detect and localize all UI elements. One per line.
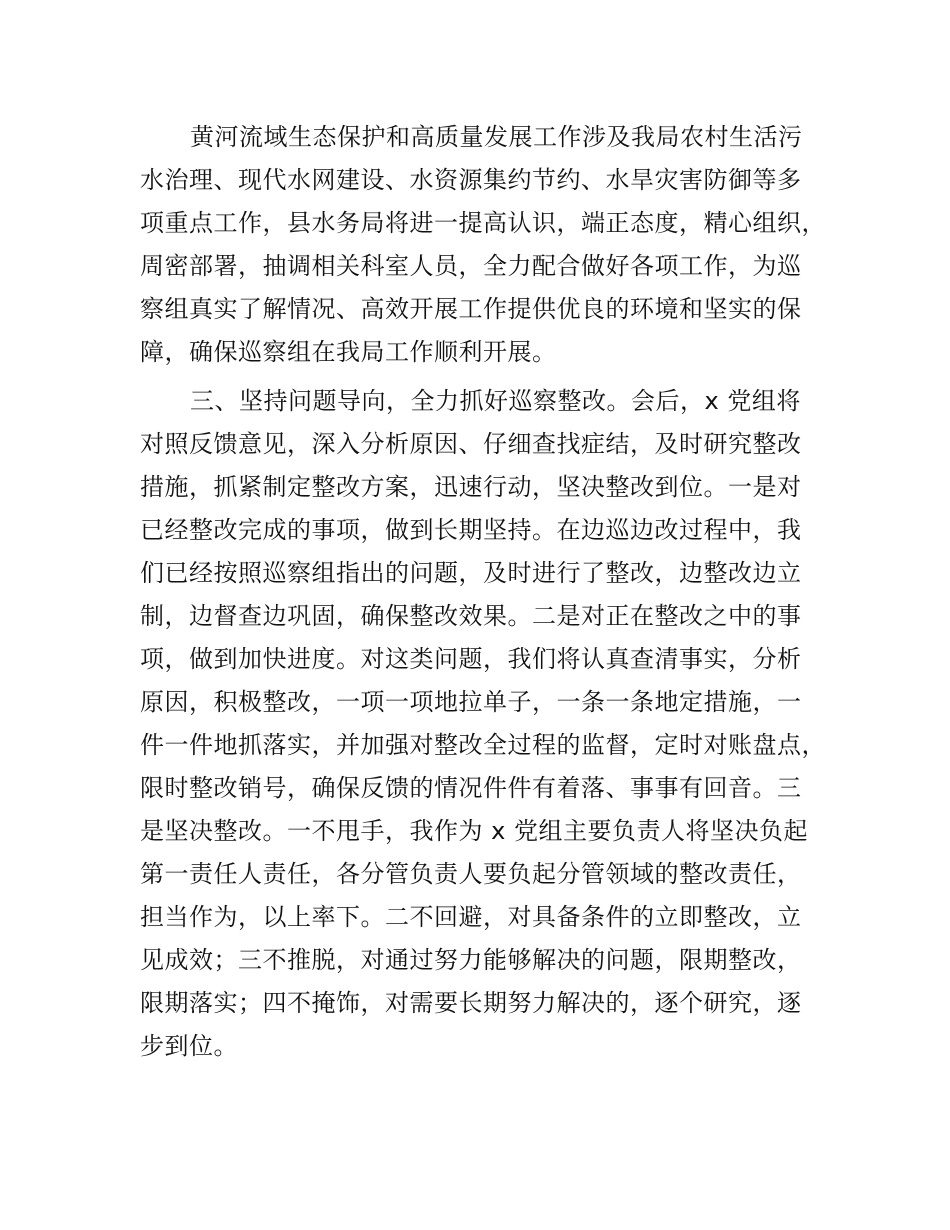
text-line: 对照反馈意见，深入分析原因、仔细查找症结，及时研究整改 [140, 430, 802, 458]
document-body [140, 116, 840, 1068]
text-line: 第一责任人责任，各分管负责人要负起分管领域的整改责任， [140, 860, 802, 888]
text-line: 项，做到加快进度。对这类问题，我们将认真查清事实，分析 [140, 645, 802, 673]
text-line: 黄河流域生态保护和高质量发展工作涉及我局农村生活污 [190, 123, 803, 151]
text-line: 察组真实了解情况、高效开展工作提供优良的环境和坚实的保 [140, 295, 802, 323]
text-line: 们已经按照巡察组指出的问题，及时进行了整改，边整改边立 [140, 559, 802, 587]
text-line: 限时整改销号，确保反馈的情况件件有着落、事事有回音。三 [140, 774, 802, 802]
text-line: 见成效；三不推脱，对通过努力能够解决的问题，限期整改， [140, 946, 802, 974]
text-line: 担当作为，以上率下。二不回避，对具备条件的立即整改，立 [140, 903, 802, 931]
paragraph-2 [140, 380, 840, 1068]
text-line: 周密部署，抽调相关科室人员，全力配合做好各项工作，为巡 [140, 252, 802, 280]
text-line: 是坚决整改。一不甩手，我作为 x 党组主要负责人将坚决负起 [140, 817, 808, 845]
text-line: 项重点工作，县水务局将进一提高认识，端正态度，精心组织， [140, 209, 826, 237]
text-line: 原因，积极整改，一项一项地拉单子，一条一条地定措施，一 [140, 688, 802, 716]
text-line: 措施，抓紧制定整改方案，迅速行动，坚决整改到位。一是对 [140, 473, 802, 501]
text-line: 已经整改完成的事项，做到长期坚持。在边巡边改过程中，我 [140, 516, 802, 544]
text-line: 水治理、现代水网建设、水资源集约节约、水旱灾害防御等多 [140, 166, 802, 194]
text-line: 障，确保巡察组在我局工作顺利开展。 [140, 338, 557, 366]
text-line: 制，边督查边巩固，确保整改效果。二是对正在整改之中的事 [140, 602, 802, 630]
paragraph-1 [140, 116, 840, 374]
text-line: 件一件地抓落实，并加强对整改全过程的监督，定时对账盘点， [140, 731, 826, 759]
text-line: 三、坚持问题导向，全力抓好巡察整改。会后，x 党组将 [190, 387, 801, 415]
text-line: 步到位。 [140, 1032, 238, 1060]
text-line: 限期落实；四不掩饰，对需要长期努力解决的，逐个研究，逐 [140, 989, 802, 1017]
